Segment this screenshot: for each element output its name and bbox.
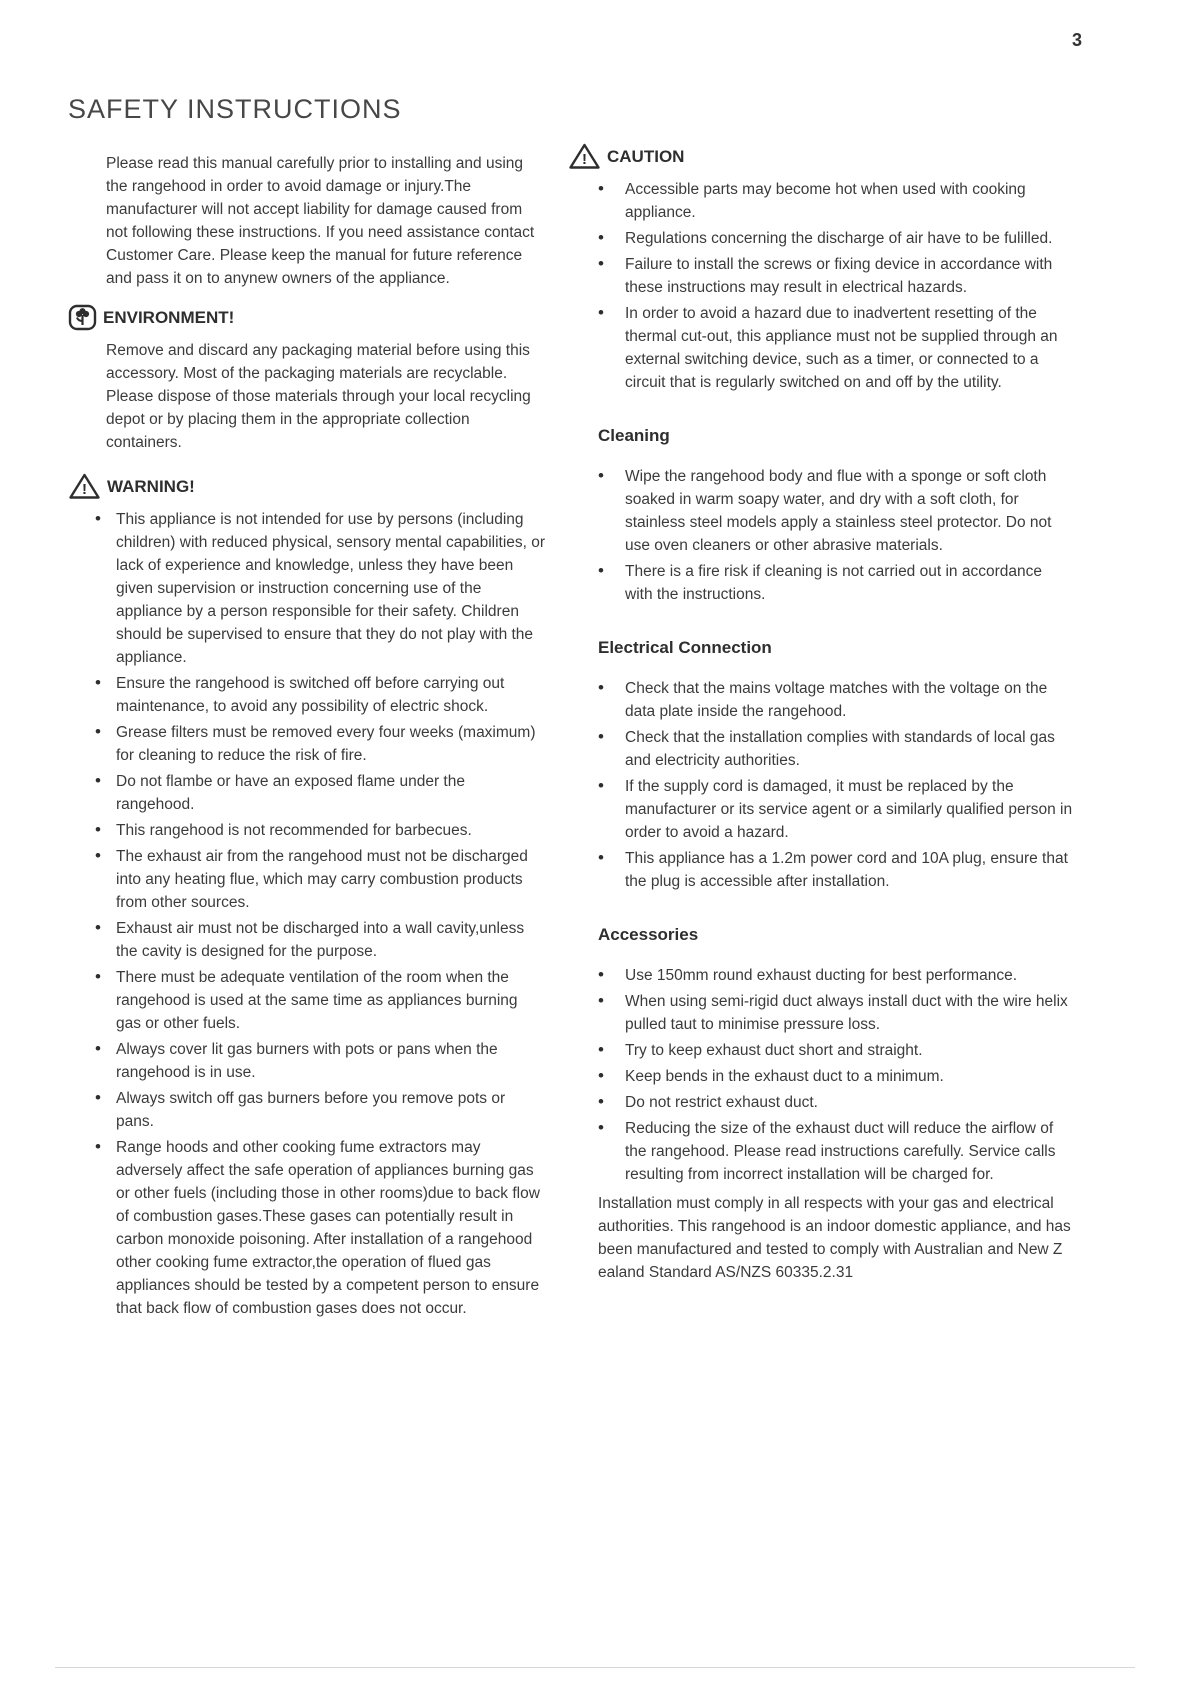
list-item: • Do not flambe or have an exposed flame under the rangehood. [95, 770, 546, 816]
list-item: • Accessible parts may become hot when used with cooking appliance. [598, 178, 1073, 224]
left-column [68, 152, 546, 1326]
list-item: • This appliance is not intended for use by persons (including children) with reduced physical, sensory mental capabilities, or lack of experience and knowledge, unless they have been given supervision or instruction concerning use of the appliance by a person responsible for their safety. Children should be supervised to ensure that they do not play with the appliance. [95, 508, 546, 669]
list-item: • Always switch off gas burners before you remove pots or pans. [95, 1087, 546, 1133]
svg-text:!: ! [582, 151, 587, 168]
list-item: • Try to keep exhaust duct short and straight. [598, 1039, 1073, 1062]
caution-section-heading [568, 142, 1073, 170]
electrical-connection-list [568, 677, 1073, 893]
caution-triangle-icon [568, 142, 601, 170]
electrical-connection-heading: Electrical Connection [598, 638, 772, 657]
accessories-heading: Accessories [598, 925, 699, 944]
list-item: • Range hoods and other cooking fume extractors may adversely affect the safe operation of appliances burning gas or other fuels (including those in other rooms)due to back flow of combustion gases.These gases can potentially result in carbon monoxide poisoning. After installation of a rangehood other cooking fume extractor,the operation of flued gas appliances should be tested by a competent person to ensure that back flow of combustion gases does not occur. [95, 1136, 546, 1320]
list-item: • Ensure the rangehood is switched off before carrying out maintenance, to avoid any possibility of electric shock. [95, 672, 546, 718]
right-column [568, 142, 1073, 1286]
list-item: • Check that the mains voltage matches with the voltage on the data plate inside the rangehood. [598, 677, 1073, 723]
list-item: • In order to avoid a hazard due to inadvertent resetting of the thermal cut-out, this appliance must not be supplied through an external switching device, such as a timer, or connected to a circuit that is regularly switched on and off by the utility. [598, 302, 1073, 394]
list-item: • There must be adequate ventilation of the room when the rangehood is used at the same time as appliances burning gas or other fuels. [95, 966, 546, 1035]
environment-section-heading [68, 304, 546, 331]
list-item: • If the supply cord is damaged, it must be replaced by the manufacturer or its service agent or a similarly qualified person in order to avoid a hazard. [598, 775, 1073, 844]
list-item: • Reducing the size of the exhaust duct will reduce the airflow of the rangehood. Please read instructions carefully. Service calls resulting from incorrect installation will be charged for. [598, 1117, 1073, 1186]
cleaning-heading: Cleaning [598, 426, 670, 445]
list-item: • This appliance has a 1.2m power cord and 10A plug, ensure that the plug is accessible after installation. [598, 847, 1073, 893]
page-bottom-rule [55, 1667, 1135, 1668]
environment-paragraph: Remove and discard any packaging material before using this accessory. Most of the packaging materials are recyclable. Please dispose of those materials through your local recycling depot or by placing them in the appropriate collection containers. [106, 342, 531, 451]
warning-list [68, 508, 546, 1320]
svg-text:!: ! [82, 481, 87, 498]
page-number: 3 [1071, 30, 1082, 50]
environment-icon [68, 304, 97, 331]
page-title: SAFETY INSTRUCTIONS [68, 94, 402, 124]
list-item: • When using semi-rigid duct always install duct with the wire helix pulled taut to minimise pressure loss. [598, 990, 1073, 1036]
list-item: • Grease filters must be removed every four weeks (maximum) for cleaning to reduce the risk of fire. [95, 721, 546, 767]
warning-section-heading [68, 472, 546, 500]
environment-heading-label: ENVIRONMENT! [103, 308, 235, 327]
list-item: • There is a fire risk if cleaning is not carried out in accordance with the instructions. [598, 560, 1073, 606]
list-item: • This rangehood is not recommended for barbecues. [95, 819, 546, 842]
list-item: • Exhaust air must not be discharged into a wall cavity,unless the cavity is designed for the purpose. [95, 917, 546, 963]
list-item: • Keep bends in the exhaust duct to a minimum. [598, 1065, 1073, 1088]
caution-heading-label: CAUTION [607, 146, 685, 166]
list-item: • Do not restrict exhaust duct. [598, 1091, 1073, 1114]
intro-paragraph: Please read this manual carefully prior to installing and using the rangehood in order to avoid damage or injury.The manufacturer will not accept liability for damage caused from not following these instructions. If you need assistance contact Customer Care. Please keep the manual for future reference and pass it on to anynew owners of the appliance. [106, 155, 535, 287]
list-item: • The exhaust air from the rangehood must not be discharged into any heating flue, which may carry combustion products from other sources. [95, 845, 546, 914]
cleaning-list [568, 465, 1073, 606]
warning-triangle-icon [68, 472, 101, 500]
accessories-list [568, 964, 1073, 1186]
list-item: • Wipe the rangehood body and flue with a sponge or soft cloth soaked in warm soapy water, and dry with a soft cloth, for stainless steel models apply a stainless steel protector. Do not use oven cleaners or other abrasive materials. [598, 465, 1073, 557]
list-item: • Always cover lit gas burners with pots or pans when the rangehood is in use. [95, 1038, 546, 1084]
list-item: • Regulations concerning the discharge of air have to be fulilled. [598, 227, 1073, 250]
caution-list [568, 178, 1073, 394]
list-item: • Use 150mm round exhaust ducting for best performance. [598, 964, 1073, 987]
list-item: • Check that the installation complies with standards of local gas and electricity authorities. [598, 726, 1073, 772]
list-item: • Failure to install the screws or fixing device in accordance with these instructions may result in electrical hazards. [598, 253, 1073, 299]
compliance-paragraph: Installation must comply in all respects with your gas and electrical authorities. This rangehood is an indoor domestic appliance, and has been manufactured and tested to comply with Australian and New Z ealand Standard AS/NZS 60335.2.31 [598, 1195, 1071, 1281]
warning-heading-label: WARNING! [107, 476, 195, 496]
